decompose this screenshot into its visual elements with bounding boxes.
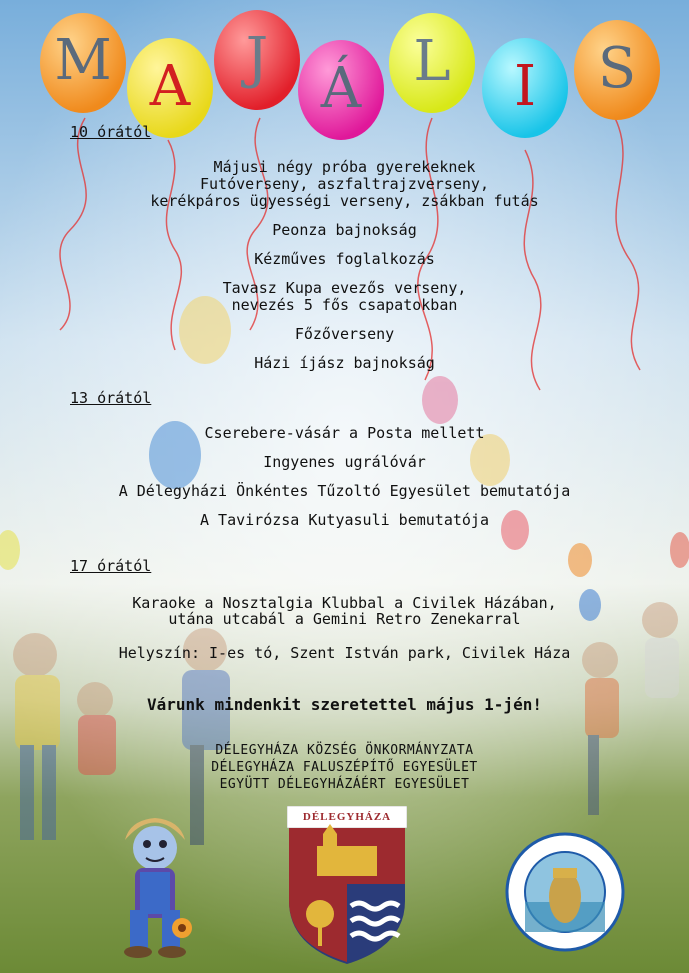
title-letter: J — [245, 26, 269, 91]
section-time: 17 órától — [70, 557, 152, 575]
program-line: Májusi négy próba gyerekeknek — [213, 158, 476, 176]
program-line: nevezés 5 fős csapatokban — [231, 296, 458, 314]
organizer: DÉLEGYHÁZA FALUSZÉPÍTŐ EGYESÜLET — [211, 760, 478, 775]
title-letter: S — [597, 36, 637, 101]
program-line: utána utcabál a Gemini Retro Zenekarral — [168, 610, 521, 628]
section-time: 10 órától — [70, 123, 152, 141]
program-line: A Tavirózsa Kutyasuli bemutatója — [200, 511, 489, 529]
program-line: kerékpáros ügyességi verseny, zsákban futás — [150, 192, 539, 210]
program-line: Ingyenes ugrálóvár — [263, 453, 426, 471]
program-line: Futóverseny, aszfaltrajzverseny, — [200, 175, 489, 193]
program-line: Kézműves foglalkozás — [254, 250, 435, 268]
program-line: Házi íjász bajnokság — [254, 354, 435, 372]
program-line: Peonza bajnokság — [272, 221, 417, 239]
invitation-text: Várunk mindenkit szeretettel május 1-jén! — [147, 695, 542, 714]
title-letter: Á — [320, 56, 362, 121]
scarecrow-mascot-icon — [110, 810, 200, 960]
program-line: Cserebere-vásár a Posta mellett — [204, 424, 485, 442]
title-letter: A — [149, 54, 191, 119]
program-line: Főzőverseny — [294, 325, 395, 343]
program-line: Karaoke a Nosztalgia Klubbal a Civilek Házában, — [132, 594, 557, 612]
section-time: 13 órától — [70, 389, 152, 407]
village-crest — [287, 806, 407, 966]
title-letter: I — [513, 54, 537, 119]
organizer: EGYÜTT DÉLEGYHÁZÁÉRT EGYESÜLET — [219, 777, 470, 792]
program-line: Tavasz Kupa evezős verseny, — [222, 279, 467, 297]
title-letter: M — [54, 28, 112, 93]
title-letter: L — [413, 29, 451, 94]
program-line: Helyszín: I-es tó, Szent István park, Civilek Háza — [118, 644, 571, 662]
organizer: DÉLEGYHÁZA KÖZSÉG ÖNKORMÁNYZATA — [215, 743, 474, 758]
crest-label: DÉLEGYHÁZA — [302, 811, 392, 823]
program-line: A Délegyházi Önkéntes Tűzoltó Egyesület bemutatója — [118, 482, 571, 500]
association-seal — [505, 832, 625, 952]
